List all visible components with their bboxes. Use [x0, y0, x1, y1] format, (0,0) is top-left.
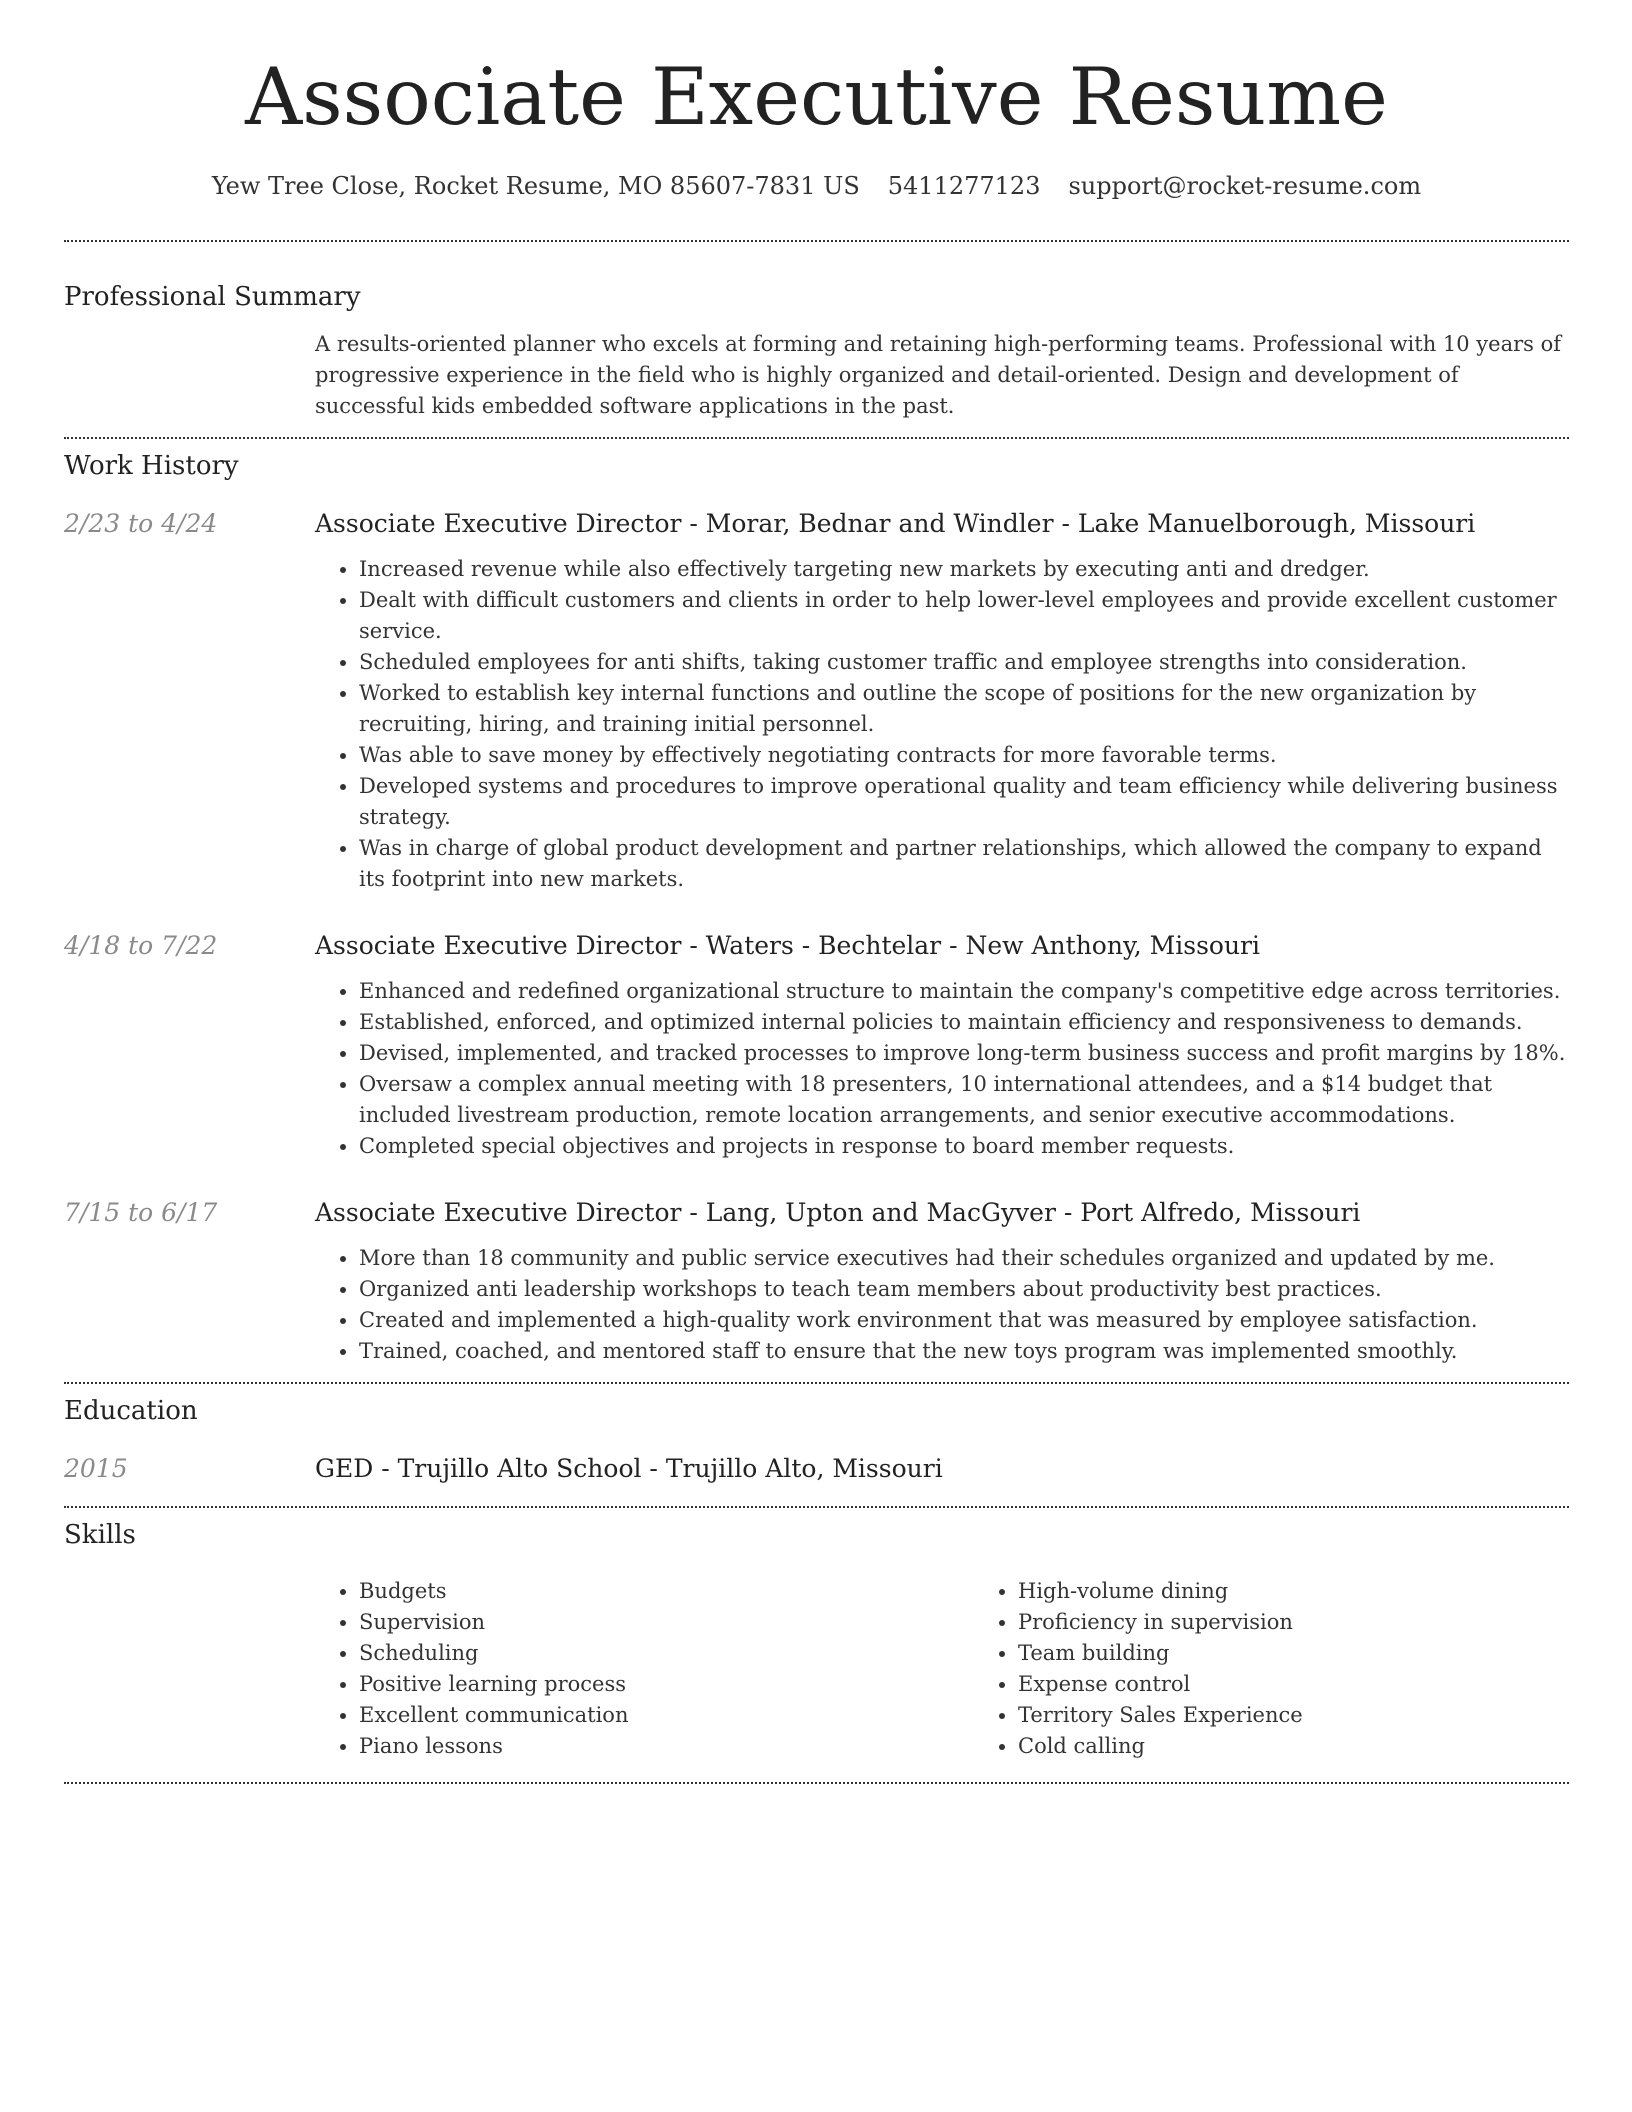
divider: [64, 1782, 1569, 1784]
job-bullet: • Scheduled employees for anti shifts, taking customer traffic and employee strengths into consideration.: [359, 647, 1569, 678]
job-bullet: • Organized anti leadership workshops to teach team members about productivity best practices.: [359, 1274, 1569, 1305]
job-bullets: [315, 976, 1569, 1162]
job-dates: 2/23 to 4/24: [64, 509, 218, 539]
skill-item: • Proficiency in supervision: [1018, 1607, 1632, 1638]
skill-item: • Positive learning process: [359, 1669, 974, 1700]
job-entry: [64, 931, 1569, 961]
job-bullet: • Trained, coached, and mentored staff to ensure that the new toys program was implemented smoothly.: [359, 1336, 1569, 1367]
job-entry: [64, 1198, 1569, 1228]
job-bullets: [315, 1243, 1569, 1367]
section-title-education: Education: [64, 1396, 198, 1427]
job-bullet: • Devised, implemented, and tracked processes to improve long-term business success and profit margins by 18%.: [359, 1038, 1569, 1069]
job-bullet: • Completed special objectives and projects in response to board member requests.: [359, 1131, 1569, 1162]
skill-item: • Budgets: [359, 1576, 974, 1607]
job-entry: [64, 509, 1569, 539]
divider: [64, 1382, 1569, 1384]
skill-item: • Cold calling: [1018, 1731, 1632, 1762]
contact-line: [64, 172, 1569, 201]
section-title-work-history: Work History: [64, 450, 239, 481]
skill-item: • Piano lessons: [359, 1731, 974, 1762]
job-heading: Associate Executive Director - Lang, Upton and MacGyver - Port Alfredo, Missouri: [315, 1198, 1361, 1228]
skill-item: • Supervision: [359, 1607, 974, 1638]
skill-item: • Team building: [1018, 1638, 1632, 1669]
contact-address: Yew Tree Close, Rocket Resume, MO 85607-7831 US: [211, 172, 860, 200]
job-bullet: • Increased revenue while also effectively targeting new markets by executing anti and dredger.: [359, 554, 1569, 585]
job-bullet: • Dealt with difficult customers and clients in order to help lower-level employees and provide excellent customer service.: [359, 585, 1569, 647]
skills-list: [315, 1576, 1569, 1762]
job-bullet: • Was able to save money by effectively negotiating contracts for more favorable terms.: [359, 740, 1569, 771]
job-bullet: • Created and implemented a high-quality work environment that was measured by employee satisfaction.: [359, 1305, 1569, 1336]
job-bullet: • Enhanced and redefined organizational structure to maintain the company's competitive edge across territories.: [359, 976, 1569, 1007]
resume-page: [64, 0, 1569, 1784]
divider: [64, 240, 1569, 242]
section-title-skills: Skills: [64, 1520, 136, 1551]
job-heading: Associate Executive Director - Morar, Bednar and Windler - Lake Manuelborough, Missouri: [315, 509, 1476, 539]
contact-phone: 5411277123: [887, 172, 1041, 200]
contact-email: support@rocket-resume.com: [1068, 172, 1422, 200]
divider: [64, 437, 1569, 439]
section-title-summary: Professional Summary: [64, 281, 361, 312]
resume-title: Associate Executive Resume: [245, 51, 1388, 143]
skill-item: • Territory Sales Experience: [1018, 1700, 1632, 1731]
job-bullet: • More than 18 community and public service executives had their schedules organized and updated by me.: [359, 1243, 1569, 1274]
job-bullet: • Was in charge of global product development and partner relationships, which allowed the company to expand its footprint into new markets.: [359, 833, 1569, 895]
job-bullet: • Established, enforced, and optimized internal policies to maintain efficiency and responsiveness to demands.: [359, 1007, 1569, 1038]
education-heading: GED - Trujillo Alto School - Trujillo Alto, Missouri: [315, 1454, 943, 1484]
divider: [64, 1506, 1569, 1508]
job-dates: 7/15 to 6/17: [64, 1198, 218, 1228]
skills-column-right: [974, 1576, 1632, 1762]
skills-column-left: [315, 1576, 974, 1762]
job-heading: Associate Executive Director - Waters - Bechtelar - New Anthony, Missouri: [315, 931, 1260, 961]
skill-item: • Expense control: [1018, 1669, 1632, 1700]
education-year: 2015: [64, 1454, 128, 1484]
job-bullet: • Oversaw a complex annual meeting with 18 presenters, 10 international attendees, and a $14 budget that included livestream production, remote location arrangements, and senior executive accommodations.: [359, 1069, 1569, 1131]
education-entry: [64, 1454, 1569, 1484]
job-bullets: [315, 554, 1569, 895]
summary-text: A results-oriented planner who excels at forming and retaining high-performing teams. Professional with 10 years of progressive experience in the field who is highly organized and detail-oriented. Design and development of successful kids embedded software applications in the past.: [315, 331, 1562, 418]
skill-item: • High-volume dining: [1018, 1576, 1632, 1607]
job-bullet: • Worked to establish key internal functions and outline the scope of positions for the new organization by recruiting, hiring, and training initial personnel.: [359, 678, 1569, 740]
job-bullet: • Developed systems and procedures to improve operational quality and team efficiency while delivering business strategy.: [359, 771, 1569, 833]
skill-item: • Excellent communication: [359, 1700, 974, 1731]
job-dates: 4/18 to 7/22: [64, 931, 218, 961]
skill-item: • Scheduling: [359, 1638, 974, 1669]
